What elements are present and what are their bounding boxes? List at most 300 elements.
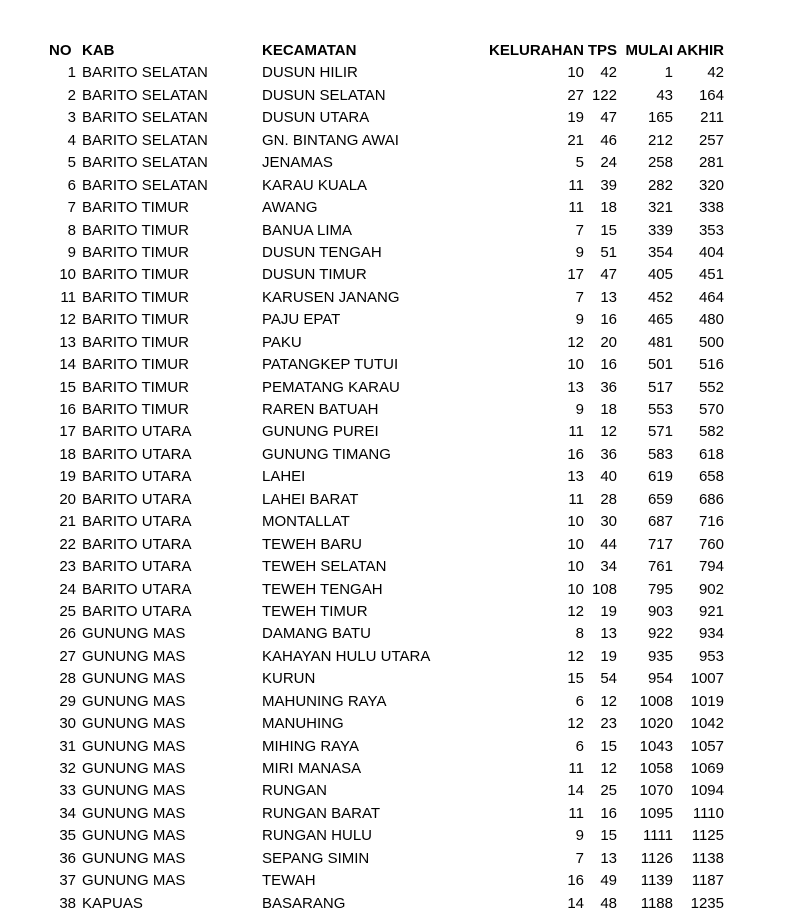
- cell-tps: 16: [600, 804, 617, 822]
- table-row: [0, 668, 788, 690]
- cell-kelurahan: 5: [575, 154, 584, 172]
- cell-no: 27: [59, 647, 76, 665]
- cell-tps: 16: [600, 356, 617, 374]
- cell-tps: 12: [600, 760, 617, 777]
- cell-mulai: 1070: [639, 782, 673, 800]
- cell-mulai: 43: [656, 86, 673, 104]
- table-row: [0, 107, 788, 129]
- cell-kecamatan: DAMANG BATU: [262, 625, 371, 643]
- cell-akhir: 953: [698, 647, 724, 665]
- cell-kecamatan: TEWAH: [262, 872, 316, 890]
- cell-tps: 15: [600, 827, 617, 845]
- cell-kecamatan: BANUA LIMA: [262, 221, 353, 239]
- cell-kelurahan: 9: [575, 827, 584, 845]
- cell-mulai: 1058: [639, 760, 673, 777]
- cell-mulai: 212: [647, 131, 673, 149]
- cell-no: 22: [59, 535, 76, 553]
- table-row: [0, 466, 788, 488]
- cell-tps: 48: [600, 894, 617, 912]
- cell-tps: 28: [600, 490, 617, 508]
- cell-kab: BARITO SELATAN: [82, 154, 208, 172]
- table-row: [0, 421, 788, 443]
- table-row: [0, 287, 788, 309]
- cell-tps: 39: [600, 176, 617, 194]
- cell-mulai: 354: [647, 243, 673, 261]
- cell-mulai: 1008: [639, 692, 673, 710]
- cell-no: 17: [59, 423, 76, 441]
- cell-no: 24: [59, 580, 76, 598]
- cell-no: 32: [59, 760, 76, 777]
- cell-kelurahan: 12: [567, 602, 584, 620]
- table-row: [0, 556, 788, 578]
- cell-akhir: 281: [698, 154, 724, 172]
- cell-no: 1: [67, 64, 76, 82]
- cell-kab: GUNUNG MAS: [82, 872, 186, 890]
- cell-kab: BARITO UTARA: [82, 490, 192, 508]
- cell-mulai: 687: [647, 513, 673, 531]
- cell-akhir: 1235: [690, 894, 724, 912]
- cell-kelurahan: 11: [568, 423, 584, 441]
- table-row: [0, 736, 788, 758]
- cell-kecamatan: PAJU EPAT: [262, 311, 341, 329]
- cell-kecamatan: DUSUN TIMUR: [262, 266, 367, 284]
- cell-tps: 36: [600, 378, 617, 396]
- cell-mulai: 339: [647, 221, 673, 239]
- cell-kelurahan: 9: [575, 401, 584, 418]
- table-row: [0, 713, 788, 735]
- table-row: [0, 62, 788, 84]
- cell-kab: BARITO SELATAN: [82, 109, 208, 127]
- cell-kecamatan: KAHAYAN HULU UTARA: [262, 647, 431, 665]
- cell-akhir: 552: [698, 378, 724, 396]
- cell-no: 11: [60, 288, 76, 306]
- cell-tps: 44: [600, 535, 617, 553]
- cell-kecamatan: DUSUN HILIR: [262, 64, 358, 82]
- table-row: [0, 130, 788, 152]
- table-row: [0, 444, 788, 466]
- table-row: [0, 511, 788, 533]
- cell-mulai: 922: [647, 625, 673, 643]
- cell-kab: BARITO TIMUR: [82, 378, 189, 396]
- cell-kecamatan: MAHUNING RAYA: [262, 692, 387, 710]
- cell-kelurahan: 13: [567, 378, 584, 396]
- cell-akhir: 1094: [690, 782, 724, 800]
- cell-akhir: 794: [698, 558, 724, 576]
- cell-no: 31: [59, 737, 76, 755]
- cell-mulai: 465: [647, 311, 673, 329]
- cell-kelurahan: 11: [568, 176, 584, 194]
- cell-kelurahan: 9: [575, 311, 584, 329]
- cell-tps: 15: [600, 221, 617, 239]
- cell-kab: GUNUNG MAS: [82, 804, 186, 822]
- table-row: [0, 848, 788, 870]
- cell-kab: BARITO SELATAN: [82, 64, 208, 82]
- cell-kab: BARITO SELATAN: [82, 86, 208, 104]
- cell-kecamatan: AWANG: [262, 199, 318, 217]
- cell-kecamatan: PEMATANG KARAU: [262, 378, 400, 396]
- cell-no: 28: [59, 670, 76, 688]
- cell-kab: GUNUNG MAS: [82, 782, 186, 800]
- cell-akhir: 480: [698, 311, 724, 329]
- cell-kelurahan: 16: [567, 872, 584, 890]
- cell-mulai: 1188: [640, 894, 673, 912]
- cell-mulai: 795: [647, 580, 673, 598]
- cell-no: 7: [67, 199, 76, 217]
- cell-mulai: 1: [664, 64, 673, 82]
- cell-kab: GUNUNG MAS: [82, 715, 186, 733]
- cell-kecamatan: MIRI MANASA: [262, 760, 362, 777]
- cell-akhir: 1007: [690, 670, 724, 688]
- cell-tps: 42: [600, 64, 617, 82]
- cell-akhir: 500: [698, 333, 724, 351]
- cell-kab: GUNUNG MAS: [82, 827, 186, 845]
- table-row: [0, 377, 788, 399]
- cell-kab: BARITO UTARA: [82, 580, 192, 598]
- cell-no: 8: [67, 221, 76, 239]
- cell-akhir: 1138: [691, 849, 724, 867]
- cell-tps: 49: [600, 872, 617, 890]
- cell-no: 18: [59, 445, 76, 463]
- cell-kelurahan: 8: [575, 625, 584, 643]
- cell-tps: 13: [600, 288, 617, 306]
- cell-akhir: 686: [698, 490, 724, 508]
- header-mulai: MULAI: [625, 42, 673, 59]
- cell-kecamatan: JENAMAS: [262, 154, 333, 172]
- cell-kecamatan: PATANGKEP TUTUI: [262, 356, 399, 374]
- cell-akhir: 353: [698, 221, 724, 239]
- cell-akhir: 1110: [692, 804, 724, 822]
- cell-akhir: 338: [698, 199, 724, 217]
- cell-kecamatan: KURUN: [262, 670, 316, 688]
- cell-kecamatan: LAHEI BARAT: [262, 490, 359, 508]
- cell-mulai: 1095: [639, 804, 673, 822]
- cell-kab: KAPUAS: [82, 894, 143, 912]
- cell-tps: 47: [600, 266, 617, 284]
- cell-kab: BARITO UTARA: [82, 535, 192, 553]
- cell-no: 26: [59, 625, 76, 643]
- cell-mulai: 1043: [639, 737, 673, 755]
- cell-mulai: 659: [647, 490, 673, 508]
- cell-tps: 47: [600, 109, 617, 127]
- cell-mulai: 1126: [640, 849, 673, 867]
- cell-kab: BARITO TIMUR: [82, 311, 189, 329]
- cell-tps: 23: [600, 715, 617, 733]
- cell-kecamatan: LAHEI: [262, 468, 306, 486]
- cell-mulai: 481: [647, 333, 673, 351]
- cell-akhir: 451: [698, 266, 724, 284]
- cell-no: 6: [67, 176, 76, 194]
- table-body: [0, 62, 788, 915]
- cell-kecamatan: DUSUN SELATAN: [262, 86, 386, 104]
- cell-akhir: 658: [698, 468, 724, 486]
- cell-no: 38: [59, 894, 76, 912]
- cell-kab: BARITO UTARA: [82, 423, 192, 441]
- cell-mulai: 1139: [640, 872, 673, 890]
- cell-tps: 19: [600, 647, 617, 665]
- cell-kecamatan: KARAU KUALA: [262, 176, 368, 194]
- cell-akhir: 464: [698, 288, 724, 306]
- cell-kelurahan: 11: [568, 490, 584, 508]
- cell-tps: 122: [591, 86, 617, 104]
- cell-no: 16: [59, 401, 76, 418]
- table-row: [0, 780, 788, 802]
- table-row: [0, 309, 788, 331]
- cell-akhir: 582: [698, 423, 724, 441]
- cell-akhir: 1069: [690, 760, 724, 777]
- cell-no: 14: [59, 356, 76, 374]
- table-row: [0, 85, 788, 107]
- table-header-row: [0, 40, 788, 62]
- cell-kab: GUNUNG MAS: [82, 647, 186, 665]
- cell-kab: BARITO TIMUR: [82, 199, 189, 217]
- cell-tps: 20: [600, 333, 617, 351]
- cell-akhir: 618: [698, 445, 724, 463]
- cell-no: 3: [67, 109, 76, 127]
- cell-kecamatan: GN. BINTANG AWAI: [262, 131, 399, 149]
- table-row: [0, 825, 788, 847]
- cell-kelurahan: 6: [575, 737, 584, 755]
- cell-kelurahan: 14: [567, 782, 584, 800]
- cell-no: 15: [59, 378, 76, 396]
- cell-kab: BARITO TIMUR: [82, 243, 189, 261]
- cell-no: 34: [59, 804, 76, 822]
- table-row: [0, 175, 788, 197]
- header-kecamatan: KECAMATAN: [262, 42, 357, 59]
- cell-tps: 34: [600, 558, 617, 576]
- cell-kecamatan: DUSUN TENGAH: [262, 243, 382, 261]
- cell-kab: BARITO TIMUR: [82, 401, 189, 418]
- cell-kelurahan: 7: [575, 221, 584, 239]
- cell-kecamatan: TEWEH TENGAH: [262, 580, 383, 598]
- cell-akhir: 1019: [690, 692, 724, 710]
- cell-kab: BARITO UTARA: [82, 558, 192, 576]
- cell-kecamatan: TEWEH SELATAN: [262, 558, 387, 576]
- table-row: [0, 623, 788, 645]
- cell-no: 13: [59, 333, 76, 351]
- cell-mulai: 501: [647, 356, 673, 374]
- table-row: [0, 758, 788, 780]
- cell-kab: GUNUNG MAS: [82, 625, 186, 643]
- cell-no: 2: [67, 86, 76, 104]
- cell-tps: 13: [600, 625, 617, 643]
- cell-kecamatan: DUSUN UTARA: [262, 109, 370, 127]
- cell-akhir: 211: [700, 109, 724, 127]
- cell-kecamatan: PAKU: [262, 333, 302, 351]
- cell-kecamatan: RUNGAN: [262, 782, 328, 800]
- cell-no: 35: [59, 827, 76, 845]
- cell-mulai: 165: [647, 109, 673, 127]
- cell-tps: 19: [600, 602, 617, 620]
- cell-tps: 108: [591, 580, 617, 598]
- cell-mulai: 517: [647, 378, 673, 396]
- cell-mulai: 1111: [642, 827, 673, 845]
- cell-akhir: 1187: [691, 872, 724, 890]
- cell-akhir: 921: [698, 602, 724, 620]
- cell-mulai: 619: [647, 468, 673, 486]
- cell-kab: BARITO UTARA: [82, 602, 192, 620]
- cell-mulai: 258: [647, 154, 673, 172]
- cell-akhir: 42: [707, 64, 724, 82]
- table-row: [0, 579, 788, 601]
- table-row: [0, 399, 788, 421]
- cell-kab: BARITO UTARA: [82, 513, 192, 531]
- table-row: [0, 152, 788, 174]
- cell-no: 37: [59, 872, 76, 890]
- cell-akhir: 516: [698, 356, 724, 374]
- cell-kecamatan: RAREN BATUAH: [262, 401, 379, 418]
- cell-akhir: 760: [698, 535, 724, 553]
- cell-kelurahan: 27: [567, 86, 584, 104]
- cell-no: 33: [59, 782, 76, 800]
- cell-kelurahan: 17: [567, 266, 584, 284]
- cell-mulai: 935: [647, 647, 673, 665]
- table-row: [0, 489, 788, 511]
- cell-kab: GUNUNG MAS: [82, 670, 186, 688]
- cell-kelurahan: 10: [567, 513, 584, 531]
- cell-kecamatan: BASARANG: [262, 894, 346, 912]
- cell-kelurahan: 11: [568, 804, 584, 822]
- cell-mulai: 553: [647, 401, 673, 418]
- cell-kelurahan: 15: [567, 670, 584, 688]
- cell-mulai: 761: [647, 558, 673, 576]
- cell-kecamatan: GUNUNG TIMANG: [262, 445, 391, 463]
- cell-kab: BARITO SELATAN: [82, 176, 208, 194]
- cell-kab: BARITO SELATAN: [82, 131, 208, 149]
- cell-no: 10: [59, 266, 76, 284]
- table-row: [0, 220, 788, 242]
- cell-kab: BARITO TIMUR: [82, 333, 189, 351]
- cell-mulai: 1020: [639, 715, 673, 733]
- cell-kelurahan: 7: [575, 288, 584, 306]
- cell-kelurahan: 6: [575, 692, 584, 710]
- cell-kelurahan: 16: [567, 445, 584, 463]
- table-row: [0, 197, 788, 219]
- cell-tps: 46: [600, 131, 617, 149]
- cell-tps: 51: [600, 243, 617, 261]
- cell-akhir: 1042: [690, 715, 724, 733]
- cell-tps: 36: [600, 445, 617, 463]
- cell-no: 25: [59, 602, 76, 620]
- table-row: [0, 691, 788, 713]
- cell-no: 29: [59, 692, 76, 710]
- cell-tps: 13: [600, 849, 617, 867]
- cell-kecamatan: SEPANG SIMIN: [262, 849, 370, 867]
- cell-no: 20: [59, 490, 76, 508]
- cell-kelurahan: 10: [567, 356, 584, 374]
- cell-kab: BARITO TIMUR: [82, 221, 189, 239]
- cell-kecamatan: TEWEH BARU: [262, 535, 363, 553]
- cell-kelurahan: 13: [567, 468, 584, 486]
- cell-mulai: 583: [647, 445, 673, 463]
- cell-no: 21: [59, 513, 76, 531]
- cell-tps: 30: [600, 513, 617, 531]
- cell-kecamatan: MIHING RAYA: [262, 737, 359, 755]
- cell-akhir: 1125: [691, 827, 724, 845]
- cell-tps: 15: [600, 737, 617, 755]
- cell-kab: GUNUNG MAS: [82, 760, 186, 777]
- cell-kelurahan: 12: [567, 715, 584, 733]
- cell-kab: BARITO UTARA: [82, 468, 192, 486]
- cell-tps: 25: [600, 782, 617, 800]
- cell-akhir: 934: [698, 625, 724, 643]
- cell-akhir: 1057: [690, 737, 724, 755]
- cell-tps: 18: [600, 199, 617, 217]
- cell-kelurahan: 7: [575, 849, 584, 867]
- cell-kelurahan: 12: [567, 647, 584, 665]
- table-row: [0, 354, 788, 376]
- cell-tps: 18: [600, 401, 617, 418]
- cell-mulai: 954: [647, 670, 673, 688]
- cell-mulai: 717: [647, 535, 673, 553]
- cell-akhir: 257: [698, 131, 724, 149]
- cell-mulai: 405: [647, 266, 673, 284]
- cell-kecamatan: MANUHING: [262, 715, 344, 733]
- cell-kelurahan: 9: [575, 243, 584, 261]
- cell-kelurahan: 21: [567, 131, 584, 149]
- cell-kelurahan: 10: [567, 558, 584, 576]
- cell-tps: 54: [600, 670, 617, 688]
- cell-no: 23: [59, 558, 76, 576]
- data-table: [0, 40, 788, 915]
- cell-akhir: 404: [698, 243, 724, 261]
- cell-akhir: 716: [698, 513, 724, 531]
- cell-akhir: 164: [698, 86, 724, 104]
- cell-no: 12: [59, 311, 76, 329]
- cell-kab: BARITO UTARA: [82, 445, 192, 463]
- table-row: [0, 893, 788, 915]
- cell-kecamatan: KARUSEN JANANG: [262, 288, 400, 306]
- cell-kab: BARITO TIMUR: [82, 266, 189, 284]
- cell-mulai: 903: [647, 602, 673, 620]
- cell-kelurahan: 19: [567, 109, 584, 127]
- header-no: NO: [49, 42, 72, 59]
- cell-kab: GUNUNG MAS: [82, 849, 186, 867]
- header-tps: TPS: [587, 42, 617, 59]
- cell-kelurahan: 12: [567, 333, 584, 351]
- cell-tps: 24: [600, 154, 617, 172]
- table-row: [0, 242, 788, 264]
- cell-akhir: 902: [698, 580, 724, 598]
- cell-kecamatan: MONTALLAT: [262, 513, 350, 531]
- cell-mulai: 282: [647, 176, 673, 194]
- cell-no: 30: [59, 715, 76, 733]
- cell-kelurahan: 14: [567, 894, 584, 912]
- cell-tps: 16: [600, 311, 617, 329]
- header-kelurahan: KELURAHAN: [489, 42, 584, 59]
- cell-kecamatan: TEWEH TIMUR: [262, 602, 368, 620]
- cell-kab: GUNUNG MAS: [82, 737, 186, 755]
- cell-no: 5: [67, 154, 76, 172]
- cell-akhir: 570: [698, 401, 724, 418]
- header-kab: KAB: [82, 42, 115, 59]
- cell-kelurahan: 10: [567, 580, 584, 598]
- cell-kelurahan: 11: [568, 199, 584, 217]
- cell-kecamatan: RUNGAN BARAT: [262, 804, 381, 822]
- table-row: [0, 332, 788, 354]
- cell-kelurahan: 10: [567, 64, 584, 82]
- cell-tps: 12: [600, 423, 617, 441]
- cell-kecamatan: RUNGAN HULU: [262, 827, 373, 845]
- table-row: [0, 646, 788, 668]
- cell-kecamatan: GUNUNG PUREI: [262, 423, 379, 441]
- table-row: [0, 601, 788, 623]
- cell-kelurahan: 11: [568, 760, 584, 777]
- cell-mulai: 452: [647, 288, 673, 306]
- cell-kab: BARITO TIMUR: [82, 288, 189, 306]
- table-row: [0, 534, 788, 556]
- cell-tps: 40: [600, 468, 617, 486]
- cell-akhir: 320: [698, 176, 724, 194]
